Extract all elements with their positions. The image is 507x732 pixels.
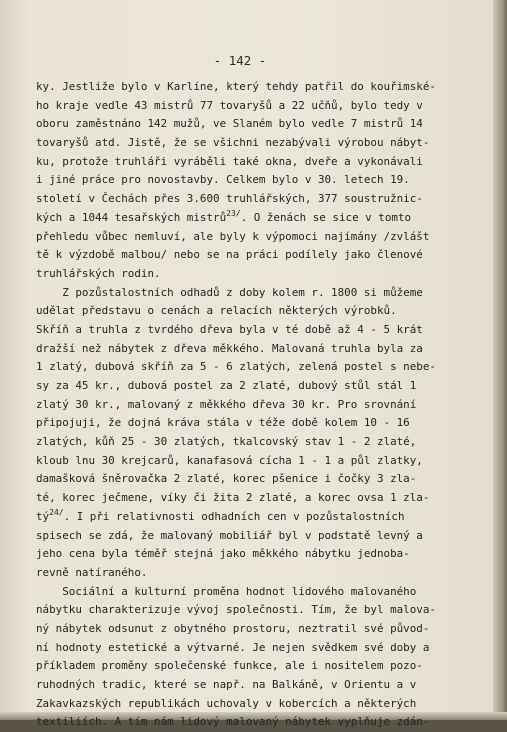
line-text: revně natíraného. [36,565,148,579]
text-line [36,676,481,695]
text-line [36,527,481,546]
text-line [36,620,481,639]
line-text: nábytku charakterizuje vývoj společnosti. Tím, že byl malova- [36,603,436,617]
text-line [36,171,481,190]
footnote-ref: 24/ [49,507,64,517]
line-text: Z pozůstalostních odhadů z doby kolem r. 1800 si můžeme [36,285,423,299]
text-line [36,153,481,172]
text-line [36,78,481,97]
page-number: - 142 - [213,53,267,68]
text-line [36,340,481,359]
text-line [36,470,481,489]
line-text: 1 zlatý, dubová skříň za 5 - 6 zlatých, zelená postel s nebe- [36,360,436,374]
line-text: tě k výzdobě malbou/ nebo se na práci podílely jako členové [36,248,423,262]
page-edge-shadow [493,0,507,720]
line-text: oboru zaměstnáno 142 mužů, ve Slaném bylo vedle 7 mistrů 14 [36,117,423,131]
line-text: Sociální a kulturní proměna hodnot lidového malovaného [36,584,417,598]
line-text: tovaryšů atd. Jistě, že se všichni nezabývali výrobou nábyt- [36,136,430,150]
text-line [36,639,481,658]
line-text: ku, protože truhláři vyráběli také okna, dveře a vykonávali [36,154,423,168]
line-text: té, korec ječmene, víky či žita 2 zlaté, a korec ovsa 1 zla- [36,491,430,505]
text-line [36,713,481,732]
text-line [36,489,481,508]
text-line [36,508,481,527]
line-text: připojuji, že dojná kráva stála v téže době kolem 10 - 16 [36,416,410,430]
line-text: udělat představu o cenách a relacích některých výrobků. [36,304,397,318]
text-line [36,265,481,284]
text-line [36,284,481,303]
line-text: ruhodných tradic, které se např. na Balkáně, v Orientu a v [36,678,417,691]
line-text: století v Čechách přes 3.600 truhlářských, 377 soustružnic- [36,192,423,206]
line-text: kloub lnu 30 krejcarů, kanafasová cícha 1 - 1 a půl zlatky, [36,453,423,467]
line-text: i jiné práce pro novostavby. Celkem bylo v 30. letech 19. [36,173,410,187]
text-line [36,583,481,602]
line-text-continued: . O ženách se sice v tomto [240,210,412,224]
footnote-ref: 23/ [226,208,241,218]
line-text: ný nábytek odsunut z obytného prostoru, neztratil své původ- [36,621,430,635]
line-text: ní hodnoty estetické a výtvarné. Je nejen svědkem své doby a [36,640,430,654]
text-line [36,601,481,620]
text-line [36,97,481,116]
text-line [36,115,481,134]
line-text: Zakavkazských republikách uchovaly v kobercích a některých [36,696,417,710]
line-text: jeho cena byla téměř stejná jako měkkého nábytku jednoba- [36,547,410,561]
line-text: sy za 45 kr., dubová postel za 2 zlaté, dubový stůl stál 1 [36,379,417,392]
text-line [36,302,481,321]
line-text: ky. Jestliže bylo v Karlíne, který tehdy patřil do kouřimské- [36,80,436,93]
line-text: tý [36,509,50,523]
text-line [36,377,481,396]
text-line [36,190,481,209]
line-text: přehledu vůbec nemluví, ale byly k výpomoci najímány /zvlášt [36,229,430,243]
line-text: spisech se zdá, že malovaný mobiliář byl v podstatě levný a [36,528,423,542]
text-line [36,452,481,471]
text-line [36,246,481,265]
line-text: textiliích. A tím nám lidový malovaný nábytek vyplňuje zdán- [36,715,430,729]
line-text: zlatý 30 kr., malovaný z měkkého dřeva 30 kr. Pro srovnání [36,397,417,411]
line-text: zlatých, kůň 25 - 30 zlatých, tkalcovský stav 1 - 2 zlaté, [36,435,417,449]
text-line [36,134,481,153]
line-text: truhlářských rodin. [36,266,161,280]
text-line [36,358,481,377]
text-line [36,657,481,676]
text-line [36,695,481,714]
line-text: ho kraje vedle 43 mistrů 77 tovaryšů a 22 učňů, bylo tedy v [36,98,423,112]
line-text: příkladem proměny společenské funkce, ale i nositelem pozo- [36,659,423,673]
text-line [36,564,481,583]
line-text: damašková šněrovačka 2 zlaté, korec pšenice i čočky 3 zla- [36,472,417,486]
text-line [36,433,481,452]
text-line [36,209,481,228]
text-line [36,545,481,564]
line-text: dražší než nábytek z dřeva měkkého. Malovaná truhla byla za [36,341,423,355]
text-line [36,396,481,415]
text-line [36,228,481,247]
text-line [36,414,481,433]
text-line [36,321,481,340]
line-text-continued: . I při relativnosti odhadních cen v pozůstalostních [63,509,405,523]
line-text: Skříň a truhla z tvrdého dřeva byla v té době až 4 - 5 krát [36,322,423,336]
body-text [36,78,481,732]
line-text: kých a 1044 tesařských mistrů [36,210,227,224]
